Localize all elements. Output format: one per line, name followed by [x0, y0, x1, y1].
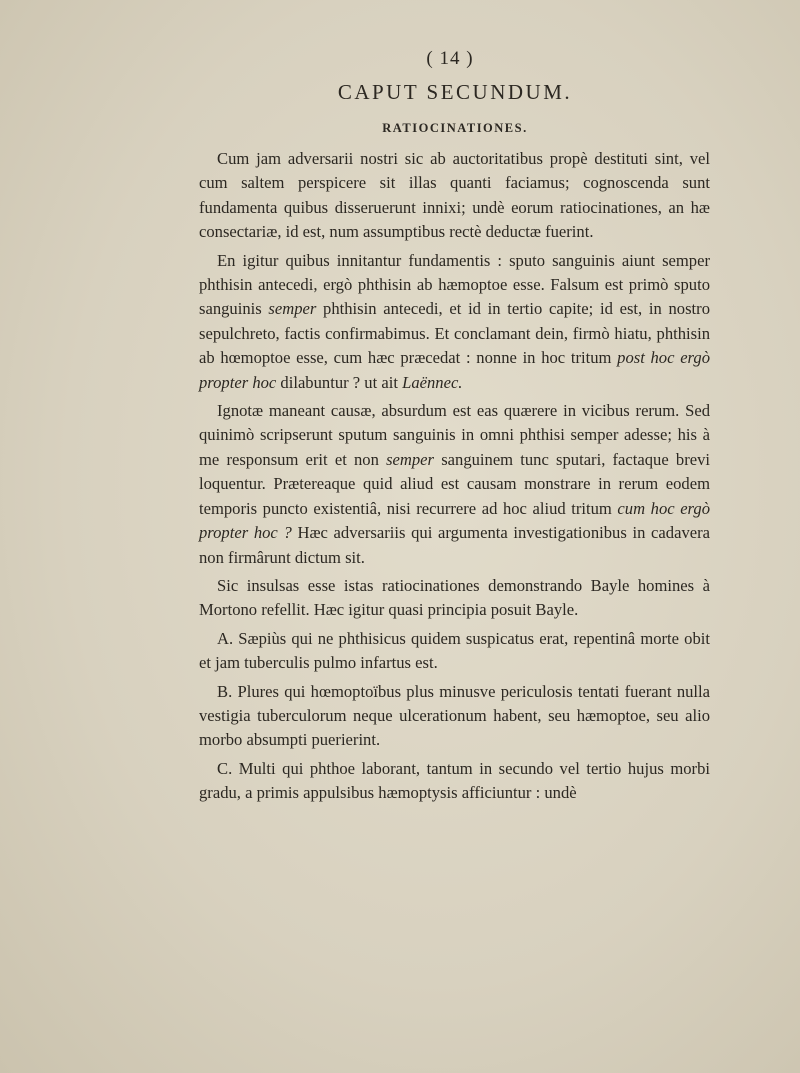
emphasis-text: Laënnec. — [402, 372, 463, 392]
paragraph-text: En igitur quibus innitantur fundamentis : sputo sanguinis aiunt semper phthisin antecedi, ergò phthisin ab hæmoptoe esse. Falsum est primò sputo sanguinis — [199, 250, 710, 319]
paragraph-4 — [199, 574, 710, 623]
paragraph-text: B. Plures qui hœmoptoïbus plus minusve periculosis tentati fuerant nulla vestigia tuberculorum neque ulcerationum habent, seu hæmoptoe, seu alio morbo absumpti puerierint. — [199, 681, 710, 750]
paragraph-text: sanguinem tunc sputari, factaque brevi loquentur. Prætereaque quid aliud est causam monstrare in rerum eodem temporis puncto existentiâ, nisi recurrere ad hoc aliud tritum — [199, 449, 710, 518]
paragraph-text: phthisin antecedi, et id in tertio capite; id est, in nostro sepulchreto, factis confirmabimus. Et conclamant dein, firmò hiatu, phthisin ab hœmoptoe esse, cum hæc præcedat : nonne in hoc tritum — [199, 299, 710, 368]
page-number: ( 14 ) — [426, 48, 474, 69]
paragraph-text: A. Sæpiùs qui ne phthisicus quidem suspicatus erat, repentinâ morte obit et jam tuberculis pulmo infartus est. — [199, 628, 710, 673]
paragraph-7 — [199, 757, 710, 806]
paragraph-2 — [199, 249, 710, 395]
chapter-title: CAPUT SECUNDUM. — [337, 80, 573, 104]
section-title: RATIOCINATIONES. — [382, 121, 528, 135]
emphasis-text: semper — [386, 449, 435, 469]
paragraph-6 — [199, 680, 710, 753]
paragraph-text: Cum jam adversarii nostri sic ab auctoritatibus propè destituti sint, vel cum saltem perspicere sit illas quanti faciamus; cognoscenda sunt fundamenta quibus disseruerunt innixi; undè eorum ratiocinationes, an hæ consectariæ, id est, num assumptibus rectè deductæ fuerint. — [199, 149, 710, 242]
paragraph-text: Hæc adversariis qui argumenta investigationibus in cadavera non firmârunt dictum sit. — [199, 523, 710, 567]
paragraph-text: dilabuntur ? ut ait — [276, 372, 403, 392]
paragraph-text: Ignotæ maneant causæ, absurdum est eas quærere in vicibus rerum. Sed quinimò scripserunt sputum sanguinis in omni phthisi semper adesse; his à me responsum erit et non — [199, 401, 710, 469]
paragraph-1 — [199, 147, 710, 245]
paragraph-text: C. Multi qui phthoe laborant, tantum in secundo vel tertio hujus morbi gradu, a primis appulsibus hæmoptysis afficiuntur : undè — [199, 758, 710, 803]
emphasis-text: semper — [268, 299, 317, 319]
emphasis-text: post hoc ergò propter hoc — [199, 348, 710, 392]
paragraph-text: Sic insulsas esse istas ratiocinationes demonstrando Bayle homines à Mortono refellit. Hæc igitur quasi principia posuit Bayle. — [199, 575, 710, 620]
emphasis-text: cum hoc ergò propter hoc ? — [199, 498, 710, 543]
paragraph-5 — [199, 627, 710, 676]
paragraph-3 — [199, 399, 710, 570]
body-text — [199, 147, 710, 810]
